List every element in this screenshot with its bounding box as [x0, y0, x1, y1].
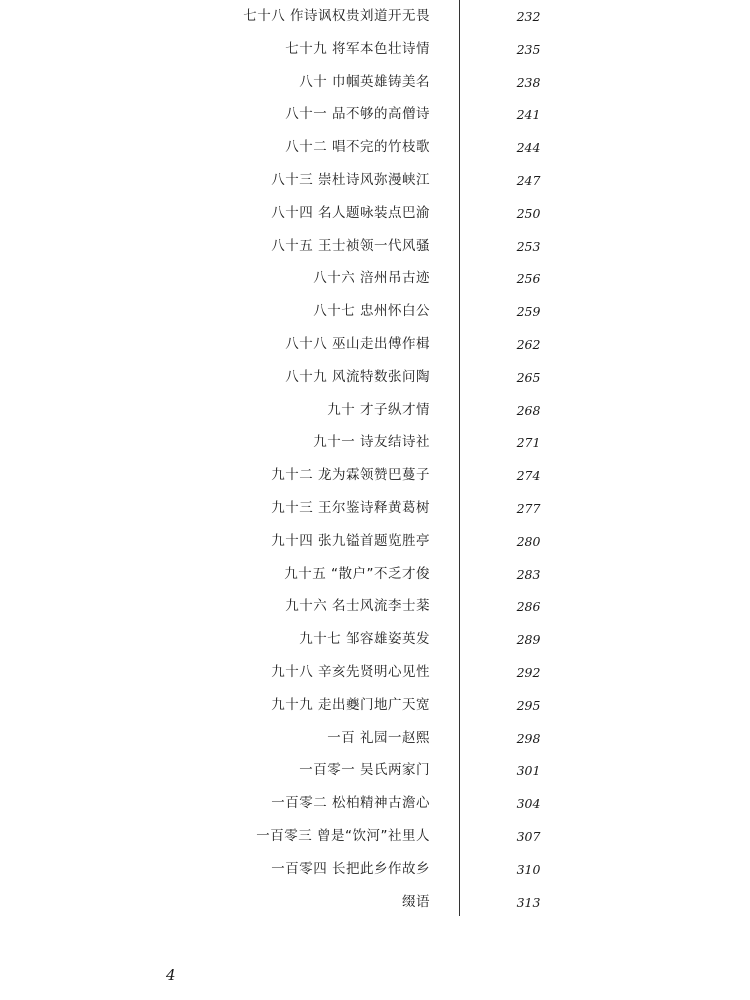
page-number: 4 [166, 966, 176, 984]
toc-entry-page: 289 [516, 632, 541, 648]
toc-entry-page: 301 [516, 763, 541, 779]
toc-entry-title: 八十三 崇杜诗风弥漫峡江 [271, 172, 430, 188]
toc-entry-page: 307 [516, 829, 541, 844]
toc-entry-title: 八十六 涪州吊古迹 [313, 270, 430, 287]
toc-row [0, 66, 750, 99]
toc-row [0, 197, 750, 230]
toc-entry-page: 274 [516, 468, 541, 484]
toc-row [0, 820, 750, 853]
toc-row [0, 230, 750, 263]
toc-entry-title: 九十四 张九镒首题览胜亭 [271, 532, 430, 549]
toc-entry-page: 295 [516, 697, 541, 713]
toc-row [0, 853, 750, 886]
toc-row [0, 361, 750, 394]
toc-row [0, 623, 750, 656]
toc-entry-title: 九十七 邹容雄姿英发 [299, 631, 430, 648]
toc-entry-title: 八十八 巫山走出傅作楫 [285, 336, 430, 352]
toc-row [0, 164, 750, 197]
toc-row [0, 426, 750, 459]
toc-entry-page: 241 [516, 107, 541, 123]
toc-entry-title: 九十六 名士风流李士棻 [285, 598, 430, 615]
toc-entry-title: 一百零四 长把此乡作故乡 [271, 860, 430, 877]
toc-entry-title: 缀语 [402, 893, 430, 910]
toc-entry-page: 250 [516, 205, 541, 221]
toc-row [0, 262, 750, 295]
toc-entry-title: 九十八 辛亥先贤明心见性 [271, 664, 430, 680]
toc-row [0, 754, 750, 787]
toc-row [0, 590, 750, 623]
toc-entry-title: 一百零三 曾是“饮河”社里人 [256, 828, 430, 844]
toc-entry-title: 七十九 将军本色壮诗情 [285, 40, 430, 57]
toc-entry-title: 八十一 品不够的高僧诗 [285, 106, 430, 123]
toc-entry-page: 232 [516, 9, 541, 24]
toc-entry-page: 262 [516, 337, 541, 352]
toc-entry-title: 九十二 龙为霖领赞巴蔓子 [271, 467, 430, 484]
toc-entry-title: 一百 礼园一赵熙 [327, 729, 430, 746]
toc-entry-page: 265 [516, 369, 541, 385]
toc-row [0, 886, 750, 919]
toc-entry-page: 259 [516, 304, 541, 320]
toc-row [0, 328, 750, 361]
toc-row [0, 295, 750, 328]
toc-entry-page: 238 [516, 74, 541, 90]
toc-entry-page: 298 [516, 730, 541, 746]
toc-entry-page: 292 [516, 665, 541, 680]
toc-entry-page: 256 [516, 271, 541, 287]
toc-entry-title: 九十三 王尔鉴诗释黄葛树 [271, 500, 430, 516]
toc-entry-page: 247 [516, 173, 541, 188]
toc-row [0, 558, 750, 591]
toc-entry-title: 八十四 名人题咏装点巴渝 [271, 204, 430, 221]
toc-entry-page: 313 [516, 894, 541, 910]
toc-entry-title: 一百零二 松柏精神古澹心 [271, 795, 430, 812]
toc-entry-title: 九十五 “散户”不乏才俊 [284, 565, 430, 582]
toc-row [0, 722, 750, 755]
toc-entry-page: 271 [516, 435, 541, 451]
toc-entry-page: 277 [516, 501, 541, 516]
toc-entry-title: 七十八 作诗讽权贵刘道开无畏 [243, 8, 430, 24]
toc-entry-page: 283 [516, 566, 541, 582]
toc-row [0, 98, 750, 131]
toc-entry-page: 268 [516, 402, 541, 418]
toc-entry-title: 八十九 风流特数张问陶 [285, 368, 430, 385]
toc-entry-page: 253 [516, 238, 541, 254]
toc-row [0, 459, 750, 492]
toc-entry-title: 九十一 诗友结诗社 [313, 434, 430, 451]
toc-entry-page: 304 [516, 796, 541, 812]
toc-entry-page: 280 [516, 533, 541, 549]
toc-entry-page: 286 [516, 599, 541, 615]
toc-entry-page: 244 [516, 140, 541, 156]
toc-row [0, 0, 750, 33]
toc-row [0, 33, 750, 66]
toc-entry-title: 九十九 走出夔门地广天宽 [271, 696, 430, 713]
toc-row [0, 787, 750, 820]
toc-row [0, 131, 750, 164]
toc-row [0, 394, 750, 427]
toc-entry-title: 九十 才子纵才情 [327, 401, 430, 418]
toc-row [0, 492, 750, 525]
toc-entry-title: 八十七 忠州怀白公 [313, 303, 430, 320]
toc-entry-page: 235 [516, 41, 541, 57]
toc-row [0, 656, 750, 689]
toc-entry-title: 八十 巾帼英雄铸美名 [299, 73, 430, 90]
toc-entry-title: 一百零一 吴氏两家门 [299, 762, 430, 779]
toc-entry-title: 八十二 唱不完的竹枝歌 [285, 139, 430, 156]
toc-row [0, 525, 750, 558]
toc-entry-title: 八十五 王士祯领一代风骚 [271, 237, 430, 254]
toc-entry-page: 310 [516, 861, 541, 877]
toc-row [0, 689, 750, 722]
